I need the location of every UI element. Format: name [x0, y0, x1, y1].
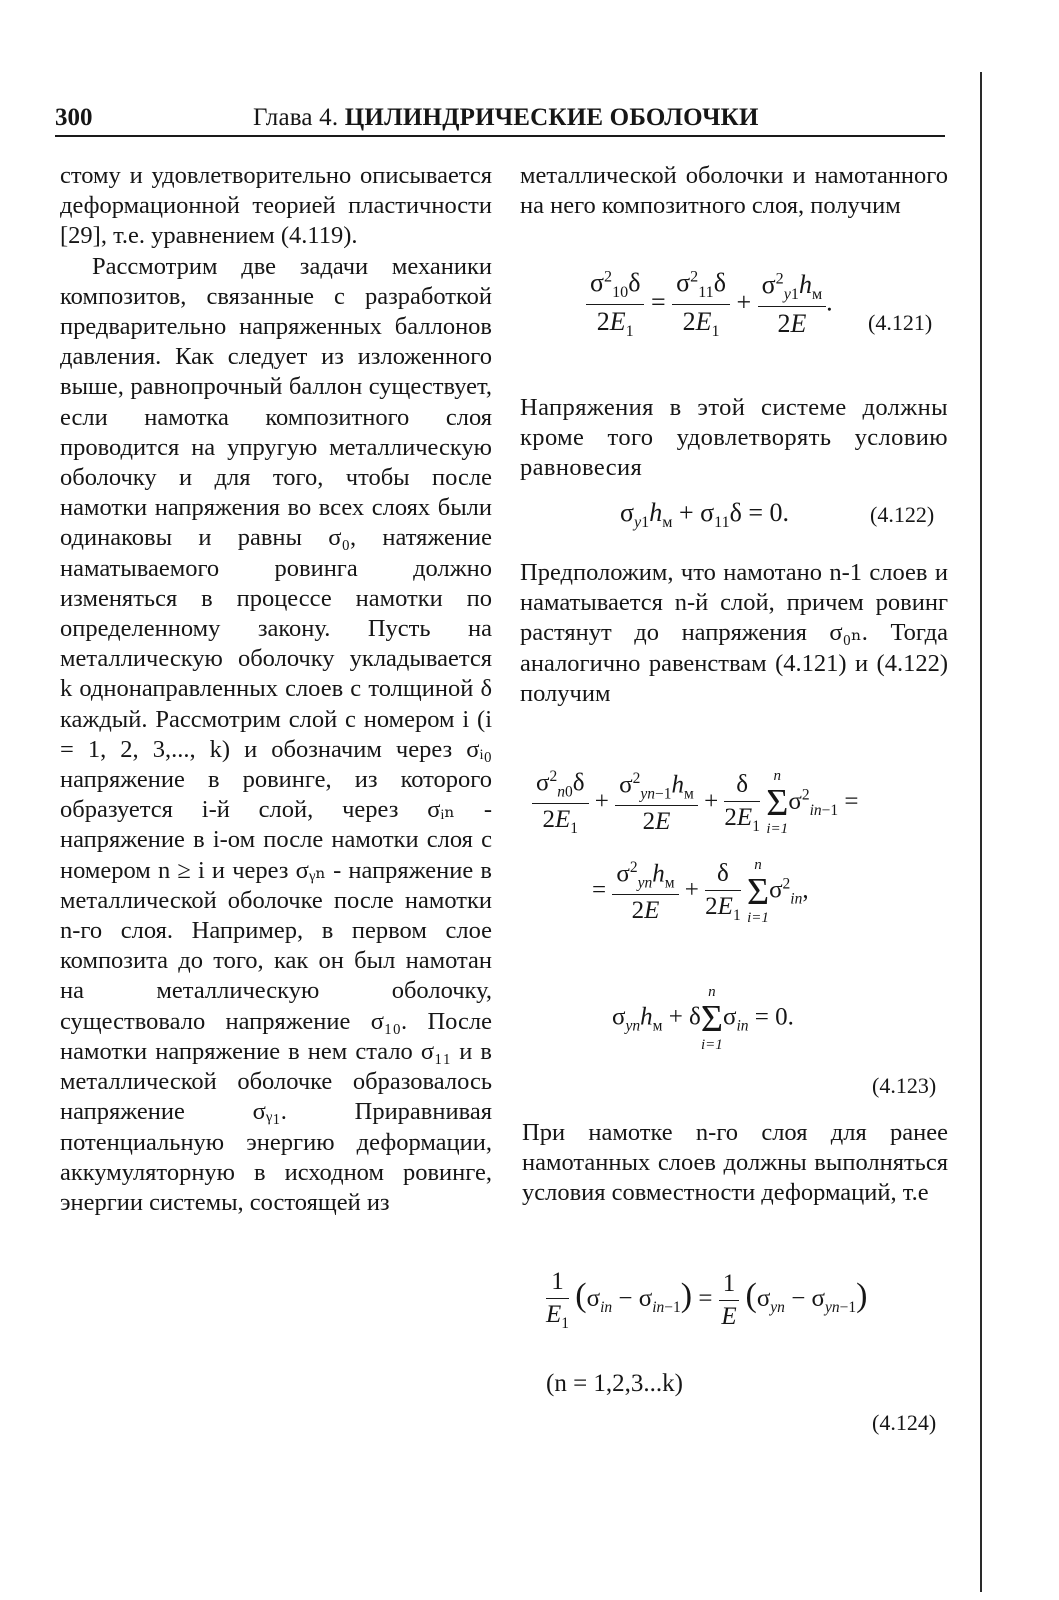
right-column-cont — [520, 558, 948, 709]
equation-4-123-line3: $\sigma_{yn}h_м + \delta$ n Σ i=1 $\sigma_{in} = 0$. — [612, 984, 794, 1053]
page-edge-rule — [980, 72, 982, 1592]
paragraph: Напряжения в этой системе должны кроме того удовлетворять условию равновесия — [520, 394, 948, 482]
equation-4-124: $\frac{1}{E_1}$ $(\sigma_{in} - \sigma_{in-1})$ = $\frac{1}{E}$ $(\sigma_{yn} - \sigma_{yn-1})$ — [546, 1268, 868, 1332]
left-column — [60, 161, 492, 1218]
paragraph: Рассмотрим две задачи механики композитов, связанные с разработкой предварительно напряженных баллонов давления. Как следует из изложенного выше, равнопрочный баллон существует, если намотка композитного слоя проводится на упругую металлическую оболочку и для того, чтобы после намотки напряжения во всех слоях были одинаковы и равны σ₀, натяжение наматываемого ровинга должно изменяться в процессе намотки по определенному закону. Пусть на металлическую оболочку укладывается k однонаправленных слоев с толщиной δ каждый. Рассмотрим слой с номером i (i = 1, 2, 3,..., k) и обозначим через σᵢ₀ напряжение в ровинге, из которого образуется i-й слой, через σᵢₙ - напряжение в i-ом после намотки слоя с номером n ≥ i и через σᵧₙ - напряжение в металлической оболочке после намотки n-го слоя. Например, в первом слое композита до того, как он был намотан на металлическую оболочку, существовало напряжение σ₁₀. После намотки напряжение в нем стало σ₁₁ и в металлической оболочке образовалось напряжение σᵧ₁. Приравнивая потенциальную энергию деформации, аккумуляторную в исходном ровинге, энергии системы, состоящей из — [60, 252, 492, 1216]
paragraph: При намотке n-го слоя для ранее намотанных слоев должны выполняться условия совместности деформаций, т.е — [522, 1119, 948, 1207]
chapter-name: ЦИЛИНДРИЧЕСКИЕ ОБОЛОЧКИ — [344, 104, 759, 131]
equation-number: (4.121) — [868, 310, 933, 335]
chapter-title — [253, 104, 759, 132]
paragraph: стому и удовлетворительно описывается деформационной теорией пластичности [29], т.е. уравнением (4.119). — [60, 162, 492, 250]
paragraph: Предположим, что намотано n-1 слоев и наматывается n-й слой, причем ровинг растянут до напряжения σ₀ₙ. Тогда аналогично равенствам (4.121) и (4.122) получим — [520, 559, 948, 707]
chapter-label: Глава 4. — [253, 104, 339, 131]
right-column — [520, 161, 948, 221]
paragraph: металлической оболочки и намотанного на него композитного слоя, получим — [520, 162, 948, 220]
right-column-cont — [522, 1118, 948, 1209]
equation-number: (4.122) — [870, 502, 935, 527]
equation-4-123-line2: = $\frac{\sigma^2_{yn}h_м}{2E}$ + $\frac{\delta}{2E_1}$ n Σ i=1 $\sigma^2_{in}$, — [592, 857, 809, 926]
equation-number: (4.123) — [872, 1073, 937, 1098]
equation-4-123-line1: $\frac{\sigma^2_{n0}\delta}{2E_1}$ + $\frac{\sigma^2_{yn-1}h_м}{2E}$ + $\frac{\delta}{2E_1}$ n Σ i=1 $\sigma^2_{in-1}$ = — [532, 768, 858, 838]
equation-number: (4.124) — [872, 1410, 937, 1435]
page-number: 300 — [55, 104, 93, 131]
right-column-cont — [520, 393, 948, 484]
header-rule — [55, 135, 945, 137]
equation-4-121: $\frac{\sigma^2_{10}\delta}{2E_1}$ = $\frac{\sigma^2_{11}\delta}{2E_1}$ + $\frac{\sigma^2_{y1}h_м}{2E}$ . — [586, 268, 833, 341]
equation-condition: (n = 1,2,3...k) — [546, 1370, 683, 1397]
running-header — [55, 104, 945, 136]
equation-4-122: $\sigma_{y1}h_м + \sigma_{11}\delta = 0$. — [620, 498, 790, 532]
